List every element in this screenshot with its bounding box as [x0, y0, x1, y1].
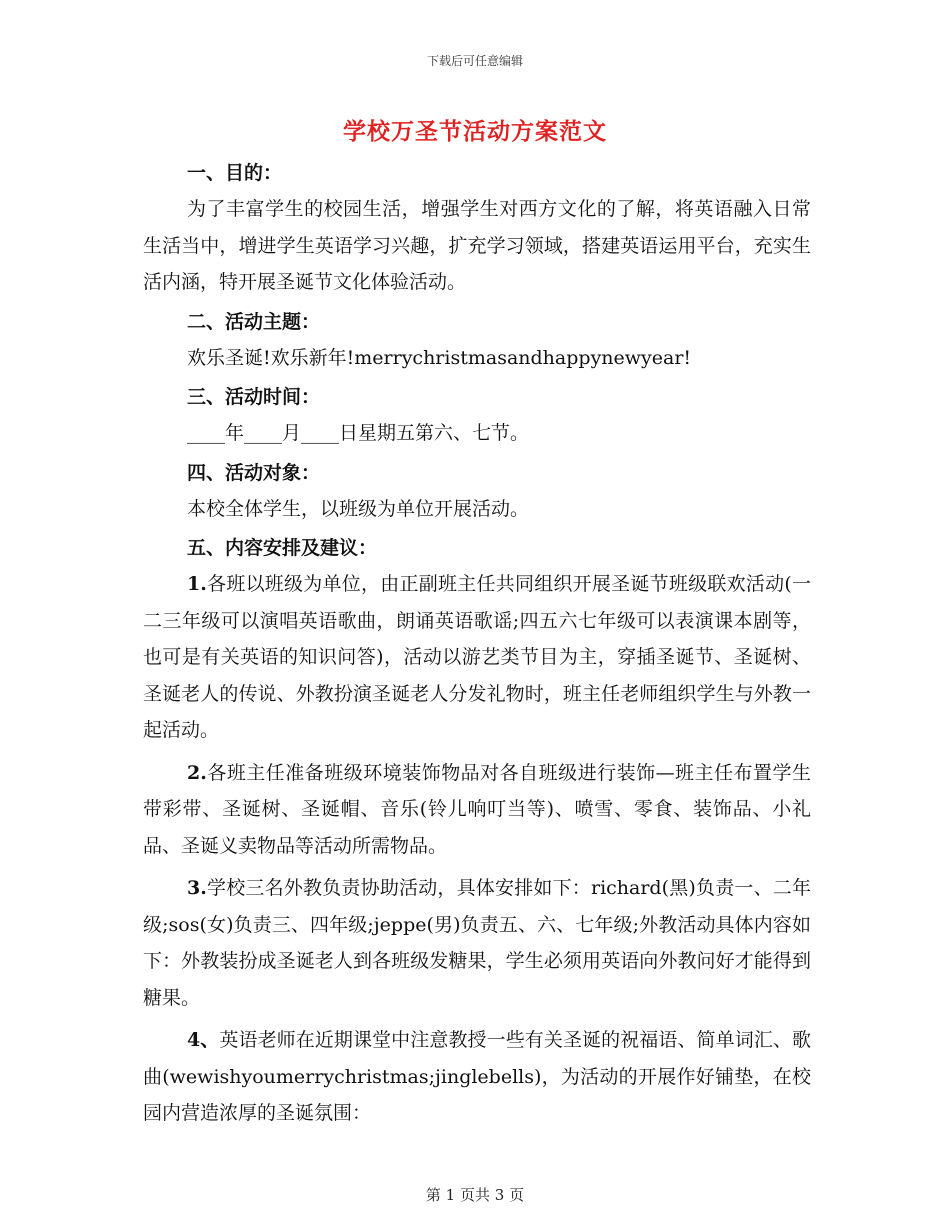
item-text: 学校三名外教负责协助活动，具体安排如下：richard(黑)负责一、二年级;sos(女)负责三、四年级;jeppe(男)负责五、六、七年级;外教活动具体内容如下：外教装扮成圣诞老人到各班级发糖果，学生必须用英语向外教问好才能得到糖果。 — [143, 877, 811, 1009]
item-number: 1. — [187, 573, 207, 595]
item-text: 英语老师在近期课堂中注意教授一些有关圣诞的祝福语、简单词汇、歌曲(wewishyoumerrychristmas;jinglebells)，为活动的开展作好铺垫，在校园内营造浓厚的圣诞氛围： — [143, 1029, 811, 1124]
content-item-3 — [143, 870, 811, 1016]
section-heading-audience: 四、活动对象： — [187, 461, 321, 484]
page-header: 下载后可任意编辑 — [426, 54, 523, 68]
item-number: 3. — [187, 877, 207, 899]
content-item-2 — [143, 755, 811, 865]
item-text: 各班以班级为单位，由正副班主任共同组织开展圣诞节班级联欢活动(一二三年级可以演唱英语歌曲，朗诵英语歌谣;四五六七年级可以表演课本剧等，也可是有关英语的知识问答)，活动以游艺类节目为主，穿插圣诞节、圣诞树、圣诞老人的传说、外教扮演圣诞老人分发礼物时，班主任老师组织学生与外教一起活动。 — [143, 573, 811, 741]
item-text: 各班主任准备班级环境装饰物品对各自班级进行装饰—班主任布置学生带彩带、圣诞树、圣诞帽、音乐(铃儿响叮当等)、喷雪、零食、装饰品、小礼品、圣诞义卖物品等活动所需物品。 — [143, 761, 811, 857]
section-text-audience: 本校全体学生，以班级为单位开展活动。 — [187, 497, 530, 520]
document-title: 学校万圣节活动方案范文 — [343, 118, 607, 145]
section-text-purpose: 为了丰富学生的校园生活，增强学生对西方文化的了解，将英语融入日常生活当中，增进学生英语学习兴趣，扩充学习领域，搭建英语运用平台，充实生活内涵，特开展圣诞节文化体验活动。 — [143, 198, 811, 293]
content-item-1 — [143, 566, 811, 749]
item-number: 4、 — [187, 1029, 220, 1051]
section-text-theme: 欢乐圣诞!欢乐新年!merrychristmasandhappynewyear! — [187, 346, 692, 369]
section-text-time: ____年____月____日星期五第六、七节。 — [187, 422, 530, 444]
content-item-4 — [143, 1022, 811, 1132]
section-heading-time: 三、活动时间： — [187, 386, 321, 408]
section-heading-purpose: 一、目的： — [187, 162, 283, 184]
document-body — [143, 152, 811, 1134]
page-footer: 第 1 页共 3 页 — [425, 1186, 525, 1204]
item-number: 2. — [187, 761, 207, 784]
section-heading-theme: 二、活动主题： — [187, 310, 321, 333]
section-heading-content: 五、内容安排及建议： — [187, 537, 378, 559]
